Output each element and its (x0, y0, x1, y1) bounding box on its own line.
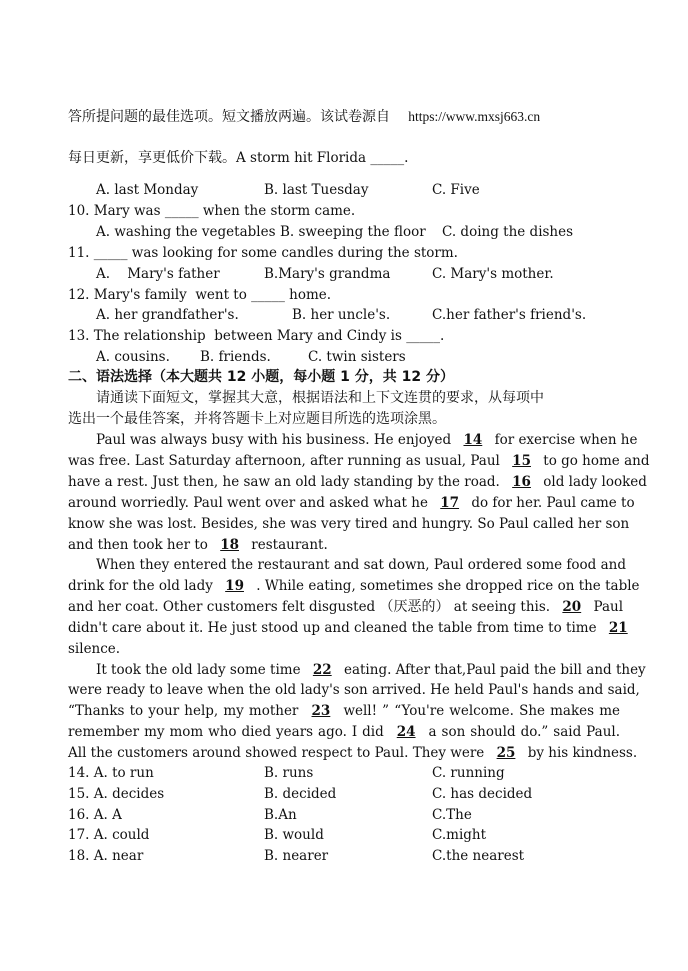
passage-text: around worriedly. Paul went over and asked what he (68, 495, 428, 511)
passage-text: by his kindness. (527, 745, 638, 761)
passage-p2-line-4 (68, 619, 628, 637)
passage-text: well! ” “You're welcome. She makes me (343, 703, 620, 719)
passage-text: remember my mom who died years ago. I did (68, 724, 384, 740)
header-cn-text-2: 每日更新，享更低价下载。 (68, 150, 236, 166)
passage-text: Paul was always busy with his business. He enjoyed (96, 432, 452, 448)
passage-text: old lady looked (543, 474, 647, 490)
passage-p1-line-3 (68, 473, 647, 491)
q9-option-a: A. last Monday (96, 182, 199, 198)
q10-option-a: A. washing the vegetables (96, 224, 276, 240)
passage-text: . While eating, sometimes she dropped rice on the table (256, 578, 640, 594)
q18-option-b: B. nearer (264, 848, 329, 864)
blank-16: 16 (512, 474, 531, 490)
blank-20: 20 (562, 599, 582, 615)
q17-option-b: B. would (264, 827, 324, 843)
blank-18: 18 (220, 537, 239, 553)
q10-option-c: C. doing the dishes (442, 224, 574, 240)
passage-text: at seeing this. (453, 599, 551, 615)
q14-option-c: C. running (432, 765, 505, 781)
q14-option-b: B. runs (264, 765, 314, 781)
blank-21: 21 (608, 620, 628, 636)
passage-text: for exercise when he (494, 432, 638, 448)
blank-15: 15 (512, 453, 531, 469)
passage-p3-line-5 (68, 744, 638, 762)
passage-p2-line-1: When they entered the restaurant and sat down, Paul ordered some food and (96, 557, 626, 573)
q10-option-b: B. sweeping the floor (280, 224, 426, 240)
q16-option-c: C.The (432, 807, 472, 823)
header-line-2 (68, 149, 408, 167)
q18-option-c: C.the nearest (432, 848, 525, 864)
passage-text: and then took her to (68, 537, 208, 553)
q17-option-a: 17. A. could (68, 827, 150, 843)
passage-text: a son should do.” said Paul. (428, 724, 621, 740)
passage-p1-line-4 (68, 494, 635, 512)
passage-text: restaurant. (251, 537, 328, 553)
passage-p1-line-5: know she was lost. Besides, she was very tired and hungry. So Paul called her son (68, 516, 630, 532)
passage-text: eating. After that,Paul paid the bill and they (343, 662, 646, 678)
passage-text: to go home and (543, 453, 650, 469)
q15-option-a: 15. A. decides (68, 786, 165, 802)
q16-option-b: B.An (264, 807, 297, 823)
header-cn-text: 答所提问题的最佳选项。短文播放两遍。该试卷源自 (68, 109, 390, 125)
passage-p3-line-1 (96, 661, 646, 679)
passage-p2-line-2 (68, 577, 640, 595)
passage-text: do for her. Paul came to (471, 495, 635, 511)
passage-p2-line-3 (68, 598, 624, 616)
blank-24: 24 (396, 724, 416, 740)
blank-23: 23 (311, 703, 331, 719)
q15-option-c: C. has decided (432, 786, 533, 802)
instructions-line-2: 选出一个最佳答案，并将答题卡上对应题目所选的选项涂黑。 (68, 411, 446, 427)
q11-stem: 11. _____ was looking for some candles during the storm. (68, 245, 458, 261)
passage-text: “Thanks to your help, my mother (68, 703, 299, 719)
passage-text: have a rest. Just then, he saw an old lady standing by the road. (68, 474, 500, 490)
q11-option-c: C. Mary's mother. (432, 266, 554, 282)
q13-option-c: C. twin sisters (308, 349, 406, 365)
header-line-1 (68, 108, 540, 126)
q12-option-a: A. her grandfather's. (96, 307, 239, 323)
passage-text: drink for the old lady (68, 578, 213, 594)
source-url: https://www.mxsj663.cn (408, 109, 541, 124)
q9-option-c: C. Five (432, 182, 480, 198)
q14-option-a: 14. A. to run (68, 765, 154, 781)
q18-option-a: 18. A. near (68, 848, 144, 864)
passage-p2-line-5: silence. (68, 641, 121, 657)
passage-p3-line-3 (68, 702, 620, 720)
blank-25: 25 (496, 745, 516, 761)
passage-text: and her coat. Other customers felt disgusted (68, 599, 376, 615)
blank-14: 14 (463, 432, 483, 448)
gloss-text: （厌恶的） (379, 599, 450, 615)
q11-option-a: A. Mary's father (96, 266, 220, 282)
instructions-line-1: 请通读下面短文，掌握其大意，根据语法和上下文连贯的要求，从每项中 (96, 390, 544, 406)
passage-text: was free. Last Saturday afternoon, after running as usual, Paul (68, 453, 500, 469)
passage-text: didn't care about it. He just stood up and cleaned the table from time to time (68, 620, 597, 636)
q12-stem: 12. Mary's family went to _____ home. (68, 287, 332, 303)
passage-text: All the customers around showed respect to Paul. They were (68, 745, 485, 761)
blank-22: 22 (312, 662, 332, 678)
q10-stem: 10. Mary was _____ when the storm came. (68, 203, 356, 219)
q12-option-c: C.her father's friend's. (432, 307, 587, 323)
passage-text: Paul (593, 599, 624, 615)
passage-p3-line-4 (68, 723, 620, 741)
section-title: 二、语法选择（本大题共 12 小题，每小题 1 分，共 12 分） (68, 369, 454, 385)
blank-19: 19 (225, 578, 244, 594)
q9-stem: A storm hit Florida _____. (236, 150, 409, 166)
q16-option-a: 16. A. A (68, 807, 122, 823)
q13-option-a: A. cousins. (96, 349, 170, 365)
passage-p3-line-2: were ready to leave when the old lady's son arrived. He held Paul's hands and said, (68, 682, 640, 698)
q15-option-b: B. decided (264, 786, 337, 802)
q12-option-b: B. her uncle's. (292, 307, 391, 323)
q13-stem: 13. The relationship between Mary and Cindy is _____. (68, 328, 445, 344)
passage-p1-line-2 (68, 452, 650, 470)
passage-p1-line-1 (96, 431, 638, 449)
blank-17: 17 (440, 495, 460, 511)
q11-option-b: B.Mary's grandma (264, 266, 391, 282)
q13-option-b: B. friends. (200, 349, 271, 365)
q17-option-c: C.might (432, 827, 487, 843)
q9-option-b: B. last Tuesday (264, 182, 369, 198)
passage-p1-line-6 (68, 536, 328, 554)
passage-text: It took the old lady some time (96, 662, 301, 678)
